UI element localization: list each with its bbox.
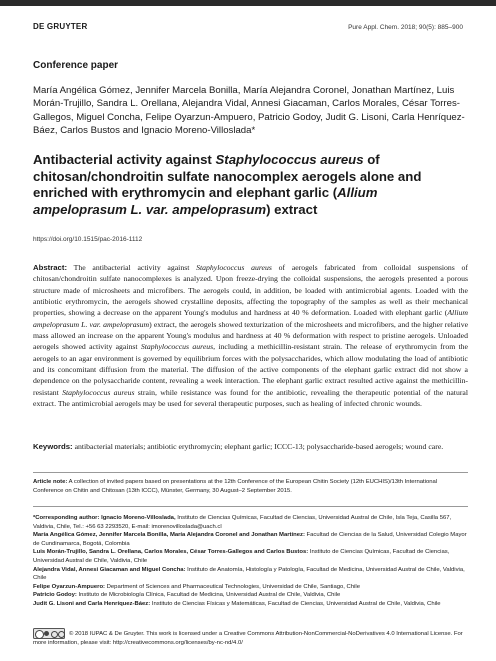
affiliation-names: Patricio Godoy: (33, 592, 77, 599)
nc-icon (51, 631, 58, 638)
affiliation-entry (33, 600, 468, 609)
abstract-italic: Staphylococcus aureus (140, 342, 214, 352)
cc-icon (35, 630, 44, 639)
affiliation-text: Instituto de Microbiología Clínica, Facultad de Medicina, Universidad Austral de Chile, Valdivia, Chile (76, 592, 341, 599)
title-part: Antibacterial activity against (33, 152, 216, 167)
keywords-label: Keywords: (33, 442, 73, 451)
affiliation-names: María Angélica Gómez, Jennifer Marcela Bonilla, María Alejandra Coronel and Jonathan Martínez: (33, 532, 305, 539)
affiliation-text: Instituto de Ciencias Físicas y Matemáticas, Facultad de Ciencias, Universidad Austral de Chile, Valdivia, Chile (150, 600, 441, 607)
affiliation-entry (33, 531, 468, 548)
abstract-text: of aerogels fabricated from colloidal suspensions of chitosan/chondroitin sulfate nanocomplexes is analyzed. Upon freeze-drying the colloidal suspensions, the aerogels presented a porous structure made of microsheets and microfibers. The aerogels could, in addition, be loaded with antimicrobial agents. Loaded with the antibiotic erythromycin, the aerogels showed crystalline deposits, affecting the topography of the samples as well as their mechanical properties, showing a decrease on the apparent Young's modulus and hardness at 40 % deformation. Loaded with elephant garlic ( (33, 263, 468, 318)
affiliation-entry (33, 566, 468, 583)
title-italic: Staphylococcus aureus (215, 152, 364, 167)
top-bar (0, 0, 496, 6)
abstract-text: , including a methicillin-resistant strain. The release of erythromycin from the aerogels to an agar environment is governed by equilibrium forces with the polysaccharides, which allow modulating the load of antibiotic and its concomitant diffusion from the material. The diffusion of the active components of the elephant garlic extract did not show a dependence on the polysaccharide content, revealing a week interaction. The elephant garlic extract resulted active against the methicillin-resistant (33, 342, 468, 397)
affiliation-names: Luis Morán-Trujillo, Sandra L. Orellana, Carlos Morales, César Torres-Gallegos and Carlos Bustos: (33, 549, 309, 556)
journal-citation: Pure Appl. Chem. 2018; 90(5): 885–900 (348, 24, 463, 31)
affiliation-text: Facultad de Ciencias de la Salud, Universidad Colegio Mayor de Cundinamarca, Bogotá, Colombia (33, 532, 467, 547)
affiliation-text: Department of Sciences and Pharmaceutical Technologies, Universidad de Chile, Santiago, Chile (105, 583, 360, 590)
license-text: © 2018 IUPAC & De Gruyter. This work is licensed under a Creative Commons Attribution-NonCommercial-NoDerivatives 4.0 International License. For more information, please visit: http://creativecommons.org/licenses/by-nc-nd/4.0/ (33, 631, 463, 646)
by-icon (44, 631, 49, 636)
abstract-label: Abstract: (33, 263, 68, 272)
abstract-text: strain, while resistance was found for the antibiotic, revealing the therapeutic potential of the natural extract. The antimicrobial aerogels may be used for several therapeutic purposes, such as healing of infected chronic wounds. (33, 387, 469, 409)
abstract-text: ) extract, the aerogels showed texturization of the microsheets and microfibers, and the higher relative mass allowed an increase on the apparent Young's modulus and hardness at 40 % deformation with respect to pristine aerogels. Unloaded aerogels showed activity against (33, 319, 469, 352)
license-notice (33, 628, 468, 648)
affiliation-entry (33, 583, 468, 592)
divider (33, 506, 468, 507)
affiliation-entry (33, 591, 468, 600)
abstract-italic: Staphylococcus aureus (62, 387, 135, 397)
nd-icon (58, 631, 65, 638)
section-label: Conference paper (33, 60, 119, 71)
title-part: of chitosan/chondroitin sulfate nanocomplex aerogels alone and enriched with erythromycin and elephant garlic ( (33, 152, 422, 200)
affiliation-text: Instituto de Ciencias Químicas, Facultad de Ciencias, Universidad Austral de Chile, Valdivia, Chile (33, 549, 450, 564)
article-note (33, 478, 468, 495)
keywords-text: antibacterial materials; antibiotic erythromycin; elephant garlic; ICCC-13; polysaccharide-based aerogels; wound care. (72, 442, 444, 451)
abstract (33, 262, 468, 409)
affiliation-names: Alejandra Vidal, Annesi Giacaman and Miguel Concha: (33, 566, 186, 573)
abstract-italic: Allium ampeloprasum L. var. ampeloprasum (33, 308, 468, 329)
title-part: ) extract (266, 201, 318, 217)
affiliation-entry (33, 548, 468, 565)
cc-license-icon[interactable] (33, 628, 65, 639)
article-note-text: A collection of invited papers based on presentations at the 12th Conference of the European Chitin Society (12th EUCHIS)/13th International Conference on Chitin and Chitosan (13th ICCC), Münster, Germany, 30 August–2 September 2015. (33, 479, 438, 494)
author-list: María Angélica Gómez, Jennifer Marcela Bonilla, María Alejandra Coronel, Jonathan Martínez, Luis Morán-Trujillo, Sandra L. Orellana, Alejandra Vidal, Annesi Giacaman, Carlos Morales, César Torres-Gallegos, Miguel Concha, Felipe Oyarzun-Ampuero, Patricio Godoy, Judit G. Lisoni, Carla Henríquez-Báez, Carlos Bustos and Ignacio Moreno-Villoslada* (33, 85, 465, 137)
paper-title (33, 152, 473, 218)
affiliation-entry (33, 514, 468, 531)
affiliation-text: Instituto de Anatomía, Histología y Patología, Facultad de Medicina, Universidad Austral de Chile, Valdivia, Chile (33, 566, 465, 582)
abstract-italic: Staphylococcus aureus (196, 263, 272, 272)
running-header (33, 22, 463, 31)
publisher-name: DE GRUYTER (33, 22, 88, 31)
doi-link[interactable]: https://doi.org/10.1515/pac-2016-1112 (33, 236, 143, 243)
affiliation-names: *Corresponding author: Ignacio Moreno-Villoslada, (33, 515, 176, 521)
abstract-text: The antibacterial activity against (67, 263, 197, 272)
divider (33, 472, 468, 473)
affiliation-names: Judit G. Lisoni and Carla Henríquez-Báez: (33, 600, 151, 607)
keywords (33, 441, 468, 452)
affiliation-names: Felipe Oyarzun-Ampuero: (33, 583, 106, 590)
title-italic: Allium ampeloprasum L. var. ampeloprasum (33, 185, 378, 217)
affiliation-text: Instituto de Ciencias Químicas, Facultad de Ciencias, Universidad Austral de Chile, Isla Teja, Casilla 567, Valdivia, Chile, Tel.: +56 63 2293520, E-mail: imorenovilloslada@uach.cl (33, 515, 452, 530)
article-note-label: Article note: (33, 479, 68, 485)
affiliations (33, 514, 468, 609)
